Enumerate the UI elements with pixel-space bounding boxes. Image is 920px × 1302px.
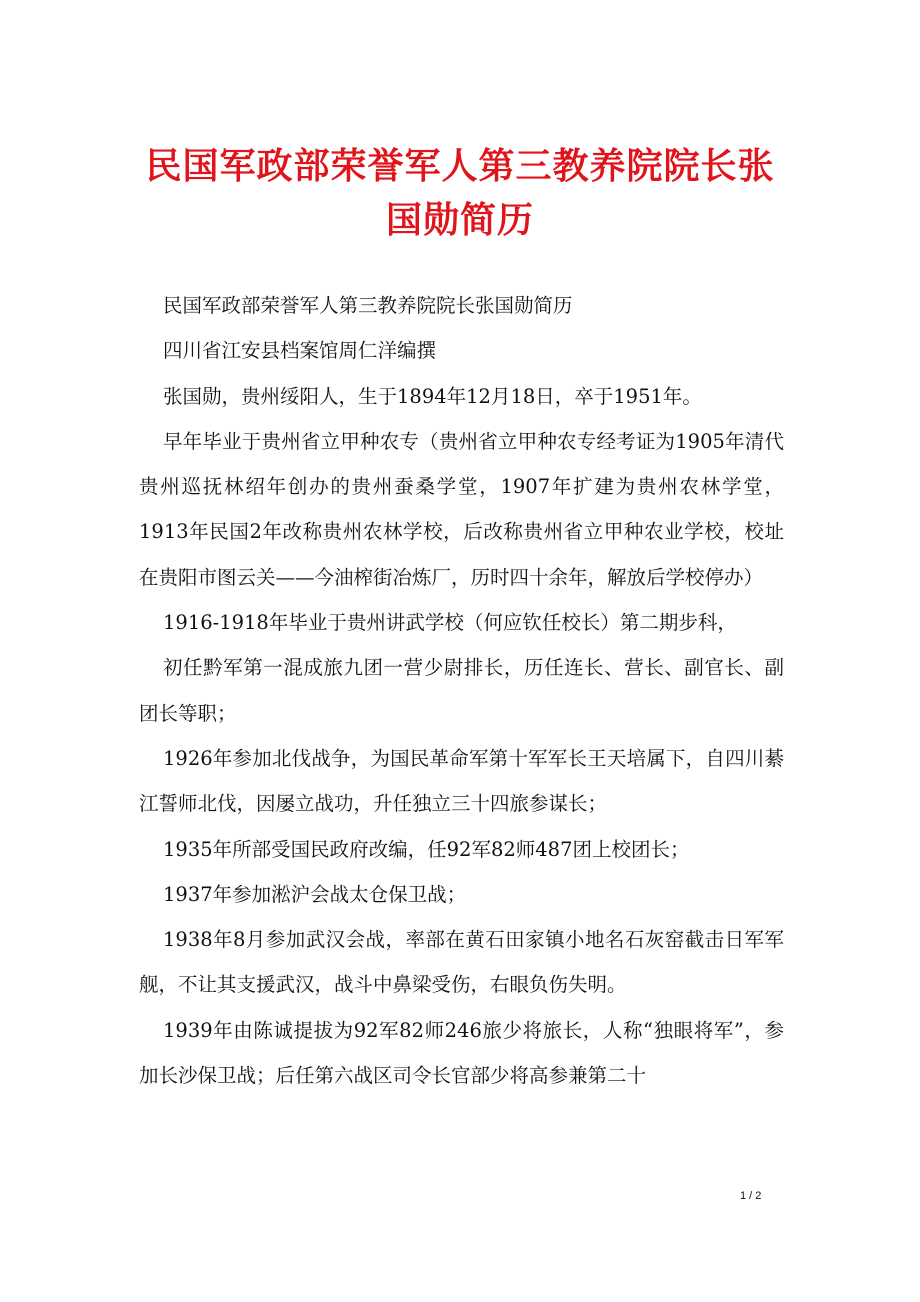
paragraph: 民国军政部荣誉军人第三教养院院长张国勋简历 (163, 294, 573, 317)
paragraph: 1939年由陈诚提拔为92军82师246旅少将旅长，人称“独眼将军”，参加长沙保卫战；后任第六战区司令长官部少将高参兼第二十 (139, 1018, 784, 1088)
paragraph: 1938年8月参加武汉会战，率部在黄石田家镇小地名石灰窑截击日军军舰，不让其支援武汉，战斗中鼻梁受伤，右眼负伤失明。 (139, 928, 784, 997)
paragraph: 1937年参加淞沪会战太仓保卫战； (163, 882, 467, 906)
paragraph: 1926年参加北伐战争，为国民革命军第十军军长王天培属下，自四川綦江誓师北伐，因屡立战功，升任独立三十四旅参谋长； (139, 746, 784, 816)
paragraph: 早年毕业于贵州省立甲种农专（贵州省立甲种农专经考证为1905年清代贵州巡抚林绍年创办的贵州蚕桑学堂，1907年扩建为贵州农林学堂，1913年民国2年改称贵州农林学校，后改称贵州省立甲种农业学校，校址在贵阳市图云关——今油榨街冶炼厂，历时四十余年，解放后学校停办） (139, 429, 784, 589)
paragraph: 张国勋，贵州绥阳人，生于1894年12月18日，卒于1951年。 (163, 384, 702, 408)
page-number: 1 / 2 (740, 1190, 762, 1202)
document-body (139, 283, 784, 1098)
paragraph: 1916-1918年毕业于贵州讲武学校（何应钦任校长）第二期步科， (163, 611, 737, 635)
paragraph: 四川省江安县档案馆周仁洋编撰 (163, 339, 437, 363)
paragraph: 1935年所部受国民政府改编，任92军82师487团上校团长； (163, 837, 690, 861)
document-title: 民国军政部荣誉军人第三教养院院长张国勋简历 (145, 146, 775, 241)
paragraph: 初任黔军第一混成旅九团一营少尉排长，历任连长、营长、副官长、副团长等职； (139, 656, 784, 725)
